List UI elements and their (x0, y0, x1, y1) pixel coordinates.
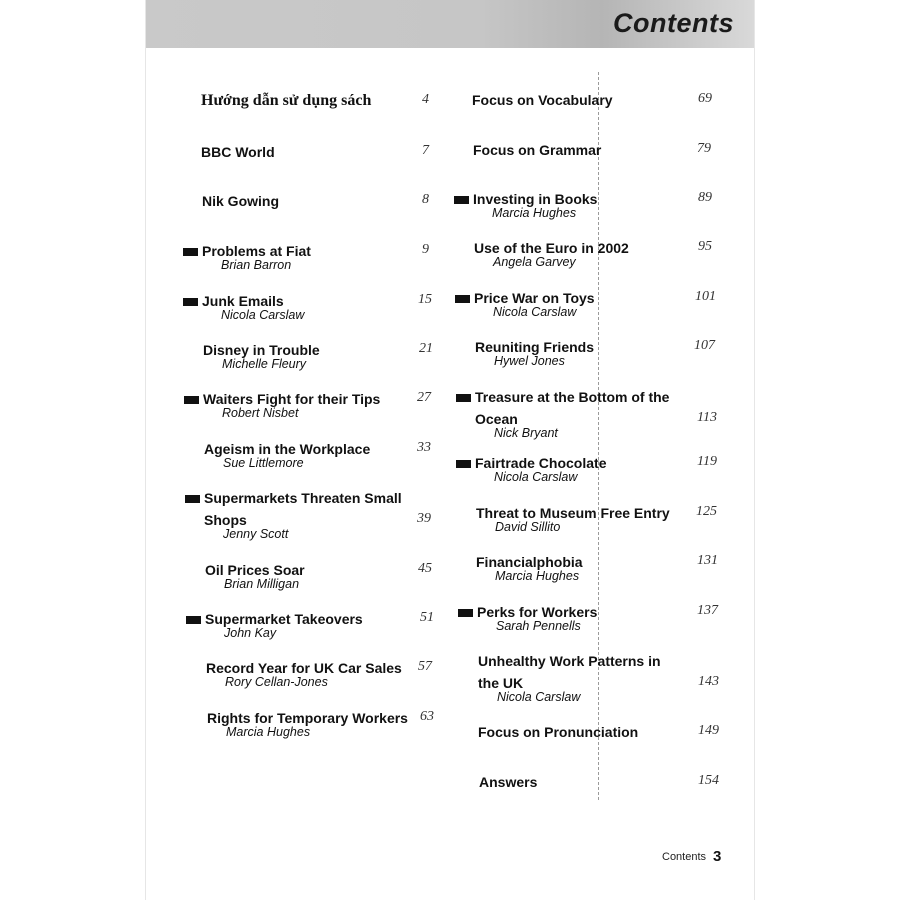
entry-page-number: 15 (418, 292, 432, 307)
video-marker-icon (184, 396, 199, 404)
entry-page-number: 57 (418, 659, 432, 674)
entry-title-continued: Shops (204, 512, 247, 528)
entry-author: Michelle Fleury (222, 357, 307, 371)
entry-page-number: 89 (698, 190, 712, 205)
entry-title: Reuniting Friends (475, 339, 594, 355)
video-marker-icon (186, 616, 201, 624)
video-marker-icon (456, 394, 471, 402)
column-divider (598, 72, 599, 800)
entry-title: Price War on Toys (474, 290, 595, 306)
entry-page-number: 51 (420, 610, 434, 625)
entry-page-number: 9 (422, 242, 429, 257)
entry-title: Fairtrade Chocolate (475, 455, 607, 471)
entry-author: Rory Cellan-Jones (225, 675, 328, 689)
entry-title: Nik Gowing (202, 193, 279, 209)
entry-author: David Sillito (495, 520, 561, 534)
entry-author: John Kay (224, 626, 277, 640)
entry-title: Treasure at the Bottom of the (475, 389, 670, 405)
video-marker-icon (183, 298, 198, 306)
entry-page-number: 125 (696, 504, 717, 519)
entry-title: Record Year for UK Car Sales (206, 660, 402, 676)
video-marker-icon (183, 248, 198, 256)
entry-author: Nicola Carslaw (221, 308, 305, 322)
entry-title: Threat to Museum Free Entry (476, 505, 670, 521)
entry-page-number: 101 (695, 289, 716, 304)
video-marker-icon (454, 196, 469, 204)
entry-title: Supermarkets Threaten Small (204, 490, 402, 506)
entry-title-continued: the UK (478, 675, 524, 691)
entry-author: Brian Barron (221, 258, 292, 272)
entry-title: Disney in Trouble (203, 342, 320, 358)
entry-title: Use of the Euro in 2002 (474, 240, 629, 256)
entry-author: Angela Garvey (493, 255, 576, 269)
entry-title: Financialphobia (476, 554, 583, 570)
entry-title: Hướng dẫn sử dụng sách (201, 92, 372, 109)
entry-title: Supermarket Takeovers (205, 611, 363, 627)
entry-title: Investing in Books (473, 191, 598, 207)
entry-title: Focus on Vocabulary (472, 92, 613, 108)
entry-page-number: 45 (418, 561, 432, 576)
entry-title: Waiters Fight for their Tips (203, 391, 381, 407)
entry-author: Nick Bryant (494, 426, 558, 440)
entry-page-number: 7 (422, 143, 429, 158)
entry-title: Problems at Fiat (202, 243, 311, 259)
entry-title: BBC World (201, 144, 275, 160)
entry-title: Perks for Workers (477, 604, 598, 620)
footer-page-number: 3 (713, 848, 722, 865)
entry-page-number: 63 (420, 709, 434, 724)
header-bar (146, 0, 754, 48)
entry-page-number: 21 (419, 341, 433, 356)
entry-title: Unhealthy Work Patterns in (478, 653, 661, 669)
entry-title: Junk Emails (202, 293, 284, 309)
entry-page-number: 33 (417, 440, 431, 455)
entry-page-number: 149 (698, 723, 719, 738)
entry-page-number: 154 (698, 773, 719, 788)
entry-page-number: 137 (697, 603, 718, 618)
entry-page-number: 8 (422, 192, 429, 207)
entry-author: Robert Nisbet (222, 406, 299, 420)
entry-page-number: 119 (697, 454, 717, 469)
page-title: Contents (613, 8, 734, 38)
entry-title: Answers (479, 774, 538, 790)
entry-author: Marcia Hughes (495, 569, 580, 583)
entry-title: Focus on Grammar (473, 142, 602, 158)
entry-title-continued: Ocean (475, 411, 518, 427)
entry-author: Brian Milligan (224, 577, 300, 591)
entry-author: Hywel Jones (494, 354, 565, 368)
entry-page-number: 113 (697, 410, 717, 425)
entry-title: Ageism in the Workplace (204, 441, 371, 457)
entry-title: Focus on Pronunciation (478, 724, 639, 740)
entry-title: Oil Prices Soar (205, 562, 305, 578)
video-marker-icon (458, 609, 473, 617)
entry-page-number: 4 (422, 92, 429, 107)
entry-page-number: 69 (698, 91, 712, 106)
entry-page-number: 39 (417, 511, 431, 526)
entry-page-number: 131 (697, 553, 718, 568)
video-marker-icon (456, 460, 471, 468)
entry-author: Marcia Hughes (226, 725, 311, 739)
entry-author: Nicola Carslaw (493, 305, 577, 319)
entry-author: Nicola Carslaw (494, 470, 578, 484)
entry-author: Sarah Pennells (496, 619, 581, 633)
entry-page-number: 107 (694, 338, 715, 353)
footer-label: Contents (662, 851, 707, 863)
entry-page-number: 27 (417, 390, 431, 405)
entry-author: Marcia Hughes (492, 206, 577, 220)
video-marker-icon (185, 495, 200, 503)
video-marker-icon (455, 295, 470, 303)
entry-author: Nicola Carslaw (497, 690, 581, 704)
entry-title: Rights for Temporary Workers (207, 710, 408, 726)
entry-author: Sue Littlemore (223, 456, 304, 470)
entry-page-number: 79 (697, 141, 711, 156)
entry-page-number: 143 (698, 674, 719, 689)
entry-page-number: 95 (698, 239, 712, 254)
entry-author: Jenny Scott (223, 527, 289, 541)
